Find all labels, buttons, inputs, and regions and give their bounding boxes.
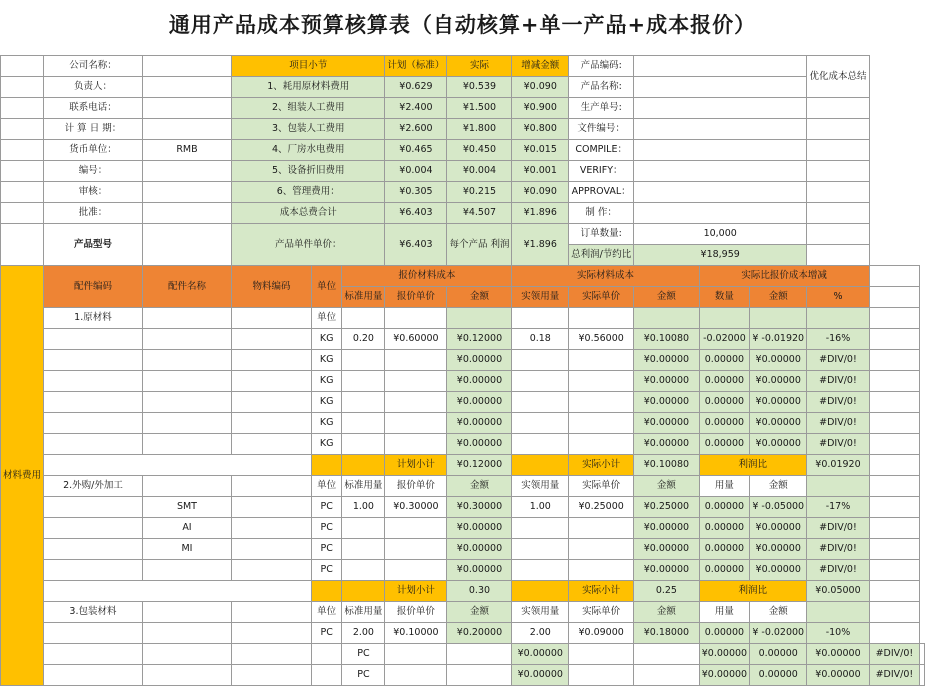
info-label: 公司名称： xyxy=(44,56,143,77)
std-qty[interactable] xyxy=(385,644,447,665)
actual-qty[interactable] xyxy=(512,539,569,560)
info-value[interactable] xyxy=(142,203,231,224)
diff-amount: ¥0.00000 xyxy=(807,665,870,686)
right-label: COMPILE： xyxy=(569,140,634,161)
summary-item: 1、耗用原材料费用 xyxy=(232,77,385,98)
right-label: 产品编码: xyxy=(569,56,634,77)
sheet-title: 通用产品成本预算核算表（自动核算+单一产品+成本报价） xyxy=(168,13,757,37)
table-row xyxy=(1,539,925,560)
actual-qty[interactable] xyxy=(512,350,569,371)
quote-price[interactable]: ¥0.10000 xyxy=(385,623,447,644)
amount: ¥0.00000 xyxy=(447,539,512,560)
diff-amount: ¥0.00000 xyxy=(750,434,807,455)
summary-plan: ¥0.629 xyxy=(385,77,447,98)
unit[interactable]: PC xyxy=(311,518,342,539)
plan-subtotal-label: 计划小计 xyxy=(385,581,447,602)
std-qty[interactable] xyxy=(385,665,447,686)
std-qty[interactable] xyxy=(342,392,385,413)
actual-amount-label: 金额 xyxy=(634,602,699,623)
quote-price[interactable]: ¥0.60000 xyxy=(385,329,447,350)
total-profit-label: 总利润/节约比 xyxy=(569,245,634,266)
diff-amount-label: 金额 xyxy=(750,476,807,497)
part-name[interactable]: SMT xyxy=(142,497,231,518)
summary-diff: ¥0.090 xyxy=(512,77,569,98)
diff-amount: ¥0.00000 xyxy=(750,560,807,581)
info-label: 联系电话： xyxy=(44,98,143,119)
summary-diff-header: 增减金额 xyxy=(512,56,569,77)
info-label: 编号： xyxy=(44,161,143,182)
info-value[interactable] xyxy=(142,119,231,140)
info-row xyxy=(1,140,925,161)
col-qty: 数量 xyxy=(699,287,750,308)
actual-qty[interactable] xyxy=(512,392,569,413)
std-qty-label: 标准用量 xyxy=(342,476,385,497)
actual-qty[interactable] xyxy=(512,413,569,434)
unit[interactable]: KG xyxy=(311,350,342,371)
diff-amount: ¥0.00000 xyxy=(750,350,807,371)
profit-ratio: ¥0.01920 xyxy=(807,455,870,476)
summary-plan: ¥2.400 xyxy=(385,98,447,119)
actual-subtotal: 0.25 xyxy=(634,581,699,602)
actual-price[interactable] xyxy=(569,350,634,371)
part-name[interactable] xyxy=(142,560,231,581)
quote-price[interactable] xyxy=(385,434,447,455)
summary-plan: ¥0.305 xyxy=(385,182,447,203)
quote-price[interactable] xyxy=(447,644,512,665)
cost-sheet xyxy=(0,55,925,686)
quote-price[interactable] xyxy=(385,560,447,581)
info-value[interactable] xyxy=(142,98,231,119)
part-name[interactable]: AI xyxy=(142,518,231,539)
info-label: 货币单位： xyxy=(44,140,143,161)
actual-amount: ¥0.25000 xyxy=(634,497,699,518)
actual-amount: ¥0.00000 xyxy=(634,392,699,413)
summary-plan: ¥0.465 xyxy=(385,140,447,161)
diff-pct: #DIV/0! xyxy=(807,539,870,560)
table-row xyxy=(1,497,925,518)
qty-label: 用量 xyxy=(699,602,750,623)
profit-ratio: ¥0.05000 xyxy=(807,581,870,602)
order-qty-value[interactable]: 10,000 xyxy=(634,224,807,245)
quote-price[interactable] xyxy=(385,350,447,371)
actual-amount: ¥0.00000 xyxy=(634,350,699,371)
info-row xyxy=(1,77,925,98)
summary-total-label: 成本总费合计 xyxy=(232,203,385,224)
diff-pct: -16% xyxy=(807,329,870,350)
summary-total-diff: ¥1.896 xyxy=(512,203,569,224)
info-value[interactable] xyxy=(142,161,231,182)
amount-label: 金额 xyxy=(447,476,512,497)
diff-pct: #DIV/0! xyxy=(869,665,919,686)
amount: ¥0.00000 xyxy=(447,518,512,539)
subtotal-row xyxy=(1,455,925,476)
diff-qty: 0.00000 xyxy=(699,350,750,371)
diff-qty: 0.00000 xyxy=(699,392,750,413)
table-row xyxy=(1,434,925,455)
table-row xyxy=(1,518,925,539)
col-part-name: 配件名称 xyxy=(142,266,231,308)
table-row xyxy=(1,644,925,665)
summary-item: 3、包装人工费用 xyxy=(232,119,385,140)
amount: ¥0.00000 xyxy=(447,350,512,371)
diff-pct: #DIV/0! xyxy=(807,350,870,371)
right-label: 生产单号: xyxy=(569,98,634,119)
summary-plan: ¥2.600 xyxy=(385,119,447,140)
unit[interactable]: PC xyxy=(311,623,342,644)
table-row xyxy=(1,329,925,350)
actual-amount: ¥0.00000 xyxy=(634,413,699,434)
amount: ¥0.12000 xyxy=(447,329,512,350)
info-value[interactable] xyxy=(142,182,231,203)
section-header-row xyxy=(1,602,925,623)
unit[interactable]: PC xyxy=(311,539,342,560)
summary-diff: ¥0.015 xyxy=(512,140,569,161)
actual-amount: ¥0.00000 xyxy=(634,371,699,392)
amount: ¥0.00000 xyxy=(512,644,569,665)
plan-subtotal: ¥0.12000 xyxy=(447,455,512,476)
std-qty[interactable] xyxy=(342,518,385,539)
plan-subtotal-label: 计划小计 xyxy=(385,455,447,476)
actual-qty-label: 实领用量 xyxy=(512,602,569,623)
actual-amount-label: 金额 xyxy=(634,476,699,497)
profit-value: ¥1.896 xyxy=(512,224,569,266)
diff-amount: ¥0.00000 xyxy=(750,371,807,392)
actual-qty-label: 实领用量 xyxy=(512,476,569,497)
info-label: 计 算 日 期： xyxy=(44,119,143,140)
right-label: 文件编号： xyxy=(569,119,634,140)
col-unit: 单位 xyxy=(311,266,342,308)
section-title: 3.包装材料 xyxy=(44,602,143,623)
section-header-row xyxy=(1,476,925,497)
material-side-label: 材料费用 xyxy=(1,266,44,686)
col-actual-amount: 金额 xyxy=(634,287,699,308)
summary-diff: ¥0.900 xyxy=(512,98,569,119)
summary-item: 5、设备折旧费用 xyxy=(232,161,385,182)
info-row xyxy=(1,203,925,224)
summary-diff: ¥0.090 xyxy=(512,182,569,203)
std-qty[interactable]: 1.00 xyxy=(342,497,385,518)
profit-label: 每个产品 利润 xyxy=(447,224,512,266)
diff-pct: #DIV/0! xyxy=(807,518,870,539)
diff-pct: -10% xyxy=(807,623,870,644)
actual-price[interactable]: ¥0.25000 xyxy=(569,497,634,518)
detail-header-row xyxy=(1,266,925,287)
diff-qty: -0.02000 xyxy=(699,329,750,350)
unit[interactable]: PC xyxy=(342,644,385,665)
table-row xyxy=(1,560,925,581)
actual-amount: ¥0.10080 xyxy=(634,329,699,350)
diff-amount: ¥ -0.02000 xyxy=(750,623,807,644)
quote-price[interactable] xyxy=(385,392,447,413)
summary-actual: ¥1.800 xyxy=(447,119,512,140)
col-material-code: 物料编码 xyxy=(232,266,312,308)
section-title: 1.原材料 xyxy=(44,308,143,329)
actual-price[interactable] xyxy=(569,434,634,455)
actual-amount: ¥0.00000 xyxy=(634,518,699,539)
col-actual-group: 实际材料成本 xyxy=(512,266,699,287)
amount: ¥0.00000 xyxy=(447,434,512,455)
summary-plan: ¥0.004 xyxy=(385,161,447,182)
info-value[interactable] xyxy=(142,56,231,77)
col-std-qty: 标准用量 xyxy=(342,287,385,308)
amount: ¥0.30000 xyxy=(447,497,512,518)
actual-subtotal: ¥0.10080 xyxy=(634,455,699,476)
table-row xyxy=(1,371,925,392)
diff-qty: 0.00000 xyxy=(699,623,750,644)
unit[interactable]: KG xyxy=(311,413,342,434)
qty-label: 用量 xyxy=(699,476,750,497)
summary-actual: ¥0.450 xyxy=(447,140,512,161)
actual-amount: ¥0.18000 xyxy=(634,623,699,644)
diff-qty: 0.00000 xyxy=(750,665,807,686)
right-label: APPROVAL： xyxy=(569,182,634,203)
unit[interactable]: KG xyxy=(311,434,342,455)
section-title: 2.外购/外加工 xyxy=(44,476,143,497)
info-label: 负责人： xyxy=(44,77,143,98)
diff-qty: 0.00000 xyxy=(699,539,750,560)
summary-total-actual: ¥4.507 xyxy=(447,203,512,224)
summary-actual: ¥0.004 xyxy=(447,161,512,182)
col-pct: % xyxy=(807,287,870,308)
actual-price[interactable] xyxy=(569,392,634,413)
summary-item: 6、管理费用： xyxy=(232,182,385,203)
table-row xyxy=(1,623,925,644)
unit-label: 单位 xyxy=(311,308,342,329)
subtotal-row xyxy=(1,581,925,602)
unit[interactable]: KG xyxy=(311,371,342,392)
actual-amount: ¥0.00000 xyxy=(634,560,699,581)
actual-amount: ¥0.00000 xyxy=(634,539,699,560)
col-actual-qty: 实领用量 xyxy=(512,287,569,308)
summary-item: 4、厂房水电费用 xyxy=(232,140,385,161)
right-label: 产品名称: xyxy=(569,77,634,98)
table-row xyxy=(1,413,925,434)
unit-price-value: ¥6.403 xyxy=(385,224,447,266)
std-qty[interactable]: 2.00 xyxy=(342,623,385,644)
actual-price-label: 实际单价 xyxy=(569,602,634,623)
diff-qty: 0.00000 xyxy=(750,644,807,665)
part-name[interactable]: MI xyxy=(142,539,231,560)
quote-price[interactable]: ¥0.30000 xyxy=(385,497,447,518)
col-compare-group: 实际比报价成本增减 xyxy=(699,266,869,287)
unit-label: 单位 xyxy=(311,476,342,497)
unit-price-row xyxy=(1,224,925,245)
diff-amount: ¥0.00000 xyxy=(807,644,870,665)
amount: ¥0.00000 xyxy=(447,560,512,581)
diff-pct: #DIV/0! xyxy=(807,434,870,455)
diff-pct: #DIV/0! xyxy=(807,560,870,581)
actual-amount: ¥0.00000 xyxy=(699,665,750,686)
amount-label: 金额 xyxy=(447,602,512,623)
info-value[interactable] xyxy=(142,77,231,98)
diff-qty: 0.00000 xyxy=(699,497,750,518)
diff-qty: 0.00000 xyxy=(699,413,750,434)
diff-amount-label: 金额 xyxy=(750,602,807,623)
actual-qty[interactable]: 2.00 xyxy=(512,623,569,644)
plan-subtotal: 0.30 xyxy=(447,581,512,602)
diff-amount: ¥0.00000 xyxy=(750,392,807,413)
info-label: 审核： xyxy=(44,182,143,203)
summary-item: 2、组装人工费用 xyxy=(232,98,385,119)
unit[interactable]: PC xyxy=(342,665,385,686)
diff-pct: #DIV/0! xyxy=(807,371,870,392)
col-quote-group: 报价材料成本 xyxy=(342,266,512,287)
summary-plan-header: 计划（标准） xyxy=(385,56,447,77)
diff-pct: #DIV/0! xyxy=(869,644,919,665)
side-note: 优化成本总结 xyxy=(807,56,870,98)
actual-price[interactable] xyxy=(634,665,699,686)
col-amount: 金额 xyxy=(447,287,512,308)
std-qty[interactable] xyxy=(342,560,385,581)
product-model-label: 产品型号 xyxy=(44,224,143,266)
order-qty-label: 订单数量: xyxy=(569,224,634,245)
info-label: 批准： xyxy=(44,203,143,224)
actual-amount: ¥0.00000 xyxy=(699,644,750,665)
summary-total-plan: ¥6.403 xyxy=(385,203,447,224)
amount: ¥0.00000 xyxy=(447,413,512,434)
actual-qty[interactable] xyxy=(512,560,569,581)
table-row xyxy=(1,350,925,371)
diff-amount: ¥0.00000 xyxy=(750,518,807,539)
col-actual-price: 实际单价 xyxy=(569,287,634,308)
actual-qty[interactable] xyxy=(512,518,569,539)
diff-qty: 0.00000 xyxy=(699,560,750,581)
summary-actual: ¥1.500 xyxy=(447,98,512,119)
actual-price[interactable]: ¥0.09000 xyxy=(569,623,634,644)
info-row xyxy=(1,161,925,182)
summary-actual: ¥0.215 xyxy=(447,182,512,203)
unit-price-label: 产品单件单价： xyxy=(232,224,385,266)
std-qty[interactable] xyxy=(342,371,385,392)
actual-qty[interactable] xyxy=(512,434,569,455)
col-quote-price: 报价单价 xyxy=(385,287,447,308)
diff-qty: 0.00000 xyxy=(699,434,750,455)
std-qty-label: 标准用量 xyxy=(342,602,385,623)
info-row xyxy=(1,182,925,203)
summary-diff: ¥0.800 xyxy=(512,119,569,140)
std-qty[interactable] xyxy=(342,539,385,560)
summary-diff: ¥0.001 xyxy=(512,161,569,182)
actual-qty[interactable] xyxy=(569,665,634,686)
quote-price[interactable] xyxy=(447,665,512,686)
diff-pct: #DIV/0! xyxy=(807,392,870,413)
amount: ¥0.20000 xyxy=(447,623,512,644)
actual-price[interactable] xyxy=(569,413,634,434)
diff-amount: ¥0.00000 xyxy=(750,539,807,560)
right-label: VERIFY： xyxy=(569,161,634,182)
std-qty[interactable] xyxy=(342,434,385,455)
col-part-code: 配件编码 xyxy=(44,266,143,308)
diff-qty: 0.00000 xyxy=(699,371,750,392)
actual-price[interactable] xyxy=(569,560,634,581)
actual-price[interactable] xyxy=(569,371,634,392)
actual-subtotal-label: 实际小计 xyxy=(569,455,634,476)
summary-actual-header: 实际 xyxy=(447,56,512,77)
actual-price[interactable] xyxy=(634,644,699,665)
unit[interactable]: PC xyxy=(311,560,342,581)
diff-qty: 0.00000 xyxy=(699,518,750,539)
quote-price[interactable] xyxy=(385,413,447,434)
table-row xyxy=(1,665,925,686)
diff-pct: -17% xyxy=(807,497,870,518)
right-label: 制 作： xyxy=(569,203,634,224)
actual-qty[interactable] xyxy=(512,371,569,392)
actual-amount: ¥0.00000 xyxy=(634,434,699,455)
info-row xyxy=(1,98,925,119)
amount: ¥0.00000 xyxy=(447,371,512,392)
info-value[interactable]: RMB xyxy=(142,140,231,161)
std-qty[interactable] xyxy=(342,350,385,371)
col-diff-amount: 金额 xyxy=(750,287,807,308)
unit[interactable]: PC xyxy=(311,497,342,518)
actual-qty[interactable]: 1.00 xyxy=(512,497,569,518)
quote-price-label: 报价单价 xyxy=(385,602,447,623)
profit-ratio-label: 利润比 xyxy=(699,581,807,602)
quote-price-label: 报价单价 xyxy=(385,476,447,497)
diff-pct: #DIV/0! xyxy=(807,413,870,434)
amount: ¥0.00000 xyxy=(447,392,512,413)
summary-actual: ¥0.539 xyxy=(447,77,512,98)
unit[interactable]: KG xyxy=(311,329,342,350)
unit[interactable]: KG xyxy=(311,392,342,413)
actual-qty[interactable]: 0.18 xyxy=(512,329,569,350)
actual-price[interactable] xyxy=(569,518,634,539)
diff-amount: ¥0.00000 xyxy=(750,413,807,434)
quote-price[interactable] xyxy=(385,518,447,539)
info-row xyxy=(1,56,925,77)
std-qty[interactable] xyxy=(342,413,385,434)
amount: ¥0.00000 xyxy=(512,665,569,686)
std-qty[interactable]: 0.20 xyxy=(342,329,385,350)
profit-ratio-label: 利润比 xyxy=(699,455,807,476)
actual-qty[interactable] xyxy=(569,644,634,665)
quote-price[interactable] xyxy=(385,539,447,560)
unit-label: 单位 xyxy=(311,602,342,623)
actual-subtotal-label: 实际小计 xyxy=(569,581,634,602)
summary-item-header: 项目小节 xyxy=(232,56,385,77)
diff-amount: ¥ -0.01920 xyxy=(750,329,807,350)
diff-amount: ¥ -0.05000 xyxy=(750,497,807,518)
section-title-row xyxy=(1,308,925,329)
quote-price[interactable] xyxy=(385,371,447,392)
actual-price-label: 实际单价 xyxy=(569,476,634,497)
total-profit-value: ¥18,959 xyxy=(634,245,807,266)
table-row xyxy=(1,392,925,413)
actual-price[interactable] xyxy=(569,539,634,560)
info-row xyxy=(1,119,925,140)
actual-price[interactable]: ¥0.56000 xyxy=(569,329,634,350)
